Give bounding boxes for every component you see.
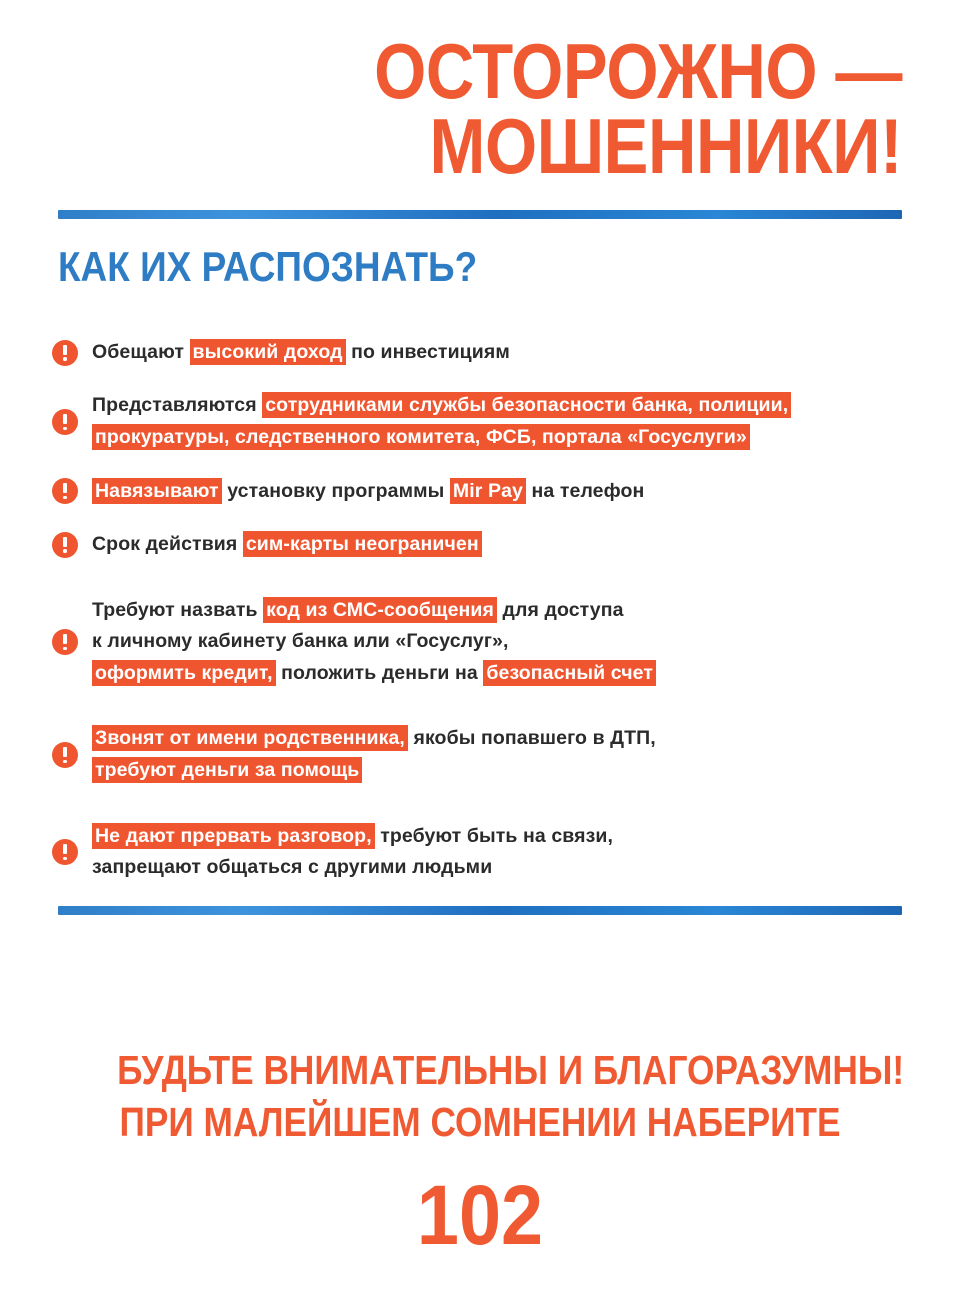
footer-line-1: БУДЬТЕ ВНИМАТЕЛЬНЫ И БЛАГОРАЗУМНЫ!: [117, 1046, 905, 1093]
highlighted-phrase: Навязывают: [92, 478, 222, 504]
plain-phrase: положить деньги на: [275, 661, 484, 684]
exclamation-circle-icon: [52, 629, 78, 655]
list-item: [52, 337, 910, 369]
list-item-line: [92, 755, 656, 787]
highlighted-phrase: сим-карты неограничен: [243, 531, 482, 557]
highlighted-phrase: Звонят от имени родственника,: [92, 725, 408, 751]
plain-phrase: Требуют назвать: [92, 598, 264, 621]
list-item: [52, 595, 910, 690]
plain-phrase: к личному кабинету банка или «Госуслуг»,: [92, 630, 509, 653]
list-item-text: [92, 390, 791, 453]
highlighted-phrase: прокуратуры, следственного комитета, ФСБ, портала «Госуслуги»: [92, 424, 750, 450]
plain-phrase: запрещают общаться с другими людьми: [92, 856, 493, 879]
list-item-line: [92, 626, 656, 658]
footer-line-2: ПРИ МАЛЕЙШЕМ СОМНЕНИИ НАБЕРИТЕ: [119, 1099, 841, 1146]
highlighted-phrase: требуют деньги за помощь: [92, 757, 362, 783]
highlighted-phrase: сотрудниками службы безопасности банка, полиции,: [262, 392, 791, 418]
emergency-number: 102: [416, 1167, 544, 1262]
list-item-text: [92, 821, 613, 884]
plain-phrase: требуют быть на связи,: [374, 824, 613, 847]
list-item: [52, 529, 910, 561]
poster-title: [0, 0, 960, 190]
list-item: [52, 390, 910, 453]
highlighted-phrase: безопасный счет: [483, 660, 656, 686]
plain-phrase: Представляются: [92, 394, 263, 417]
list-item-text: [92, 723, 656, 786]
plain-phrase: для доступа: [496, 598, 624, 621]
exclamation-circle-icon: [52, 532, 78, 558]
exclamation-circle-icon: [52, 409, 78, 435]
list-item-text: [92, 529, 482, 561]
list-item-line: [92, 723, 656, 755]
highlighted-phrase: Mir Pay: [450, 478, 526, 504]
list-item-line: [92, 422, 791, 454]
highlighted-phrase: оформить кредит,: [92, 660, 276, 686]
list-item-line: [92, 852, 613, 884]
list-item-line: [92, 529, 482, 561]
list-item-line: [92, 595, 656, 627]
list-item-line: [92, 658, 656, 690]
exclamation-circle-icon: [52, 478, 78, 504]
list-item-line: [92, 390, 791, 422]
list-item-text: [92, 595, 656, 690]
plain-phrase: на телефон: [525, 479, 645, 502]
section-subtitle: КАК ИХ РАСПОЗНАТЬ?: [58, 242, 478, 290]
title-line-1: ОСТОРОЖНО —: [374, 27, 902, 115]
warning-signs-list: [0, 337, 960, 906]
plain-phrase: Обещают: [92, 340, 190, 363]
divider-bottom: [58, 906, 902, 915]
list-item-line: [92, 476, 644, 508]
highlighted-phrase: высокий доход: [190, 339, 346, 365]
poster-footer: [0, 1044, 960, 1299]
plain-phrase: установку программы: [221, 479, 450, 502]
highlighted-phrase: Не дают прервать разговор,: [92, 823, 375, 849]
list-item-line: [92, 821, 613, 853]
title-line-2: МОШЕННИКИ!: [429, 101, 902, 190]
exclamation-circle-icon: [52, 340, 78, 366]
divider-top: [58, 210, 902, 219]
list-item-line: [92, 337, 510, 369]
list-item-text: [92, 337, 510, 369]
list-item: [52, 821, 910, 884]
plain-phrase: по инвестициям: [345, 340, 510, 363]
list-item-text: [92, 476, 644, 508]
bottom-spacer: [0, 1299, 960, 1311]
plain-phrase: Срок действия: [92, 533, 243, 556]
list-item: [52, 476, 910, 508]
exclamation-circle-icon: [52, 839, 78, 865]
plain-phrase: якобы попавшего в ДТП,: [407, 727, 656, 750]
list-item: [52, 723, 910, 786]
highlighted-phrase: код из СМС-сообщения: [263, 597, 497, 623]
exclamation-circle-icon: [52, 742, 78, 768]
